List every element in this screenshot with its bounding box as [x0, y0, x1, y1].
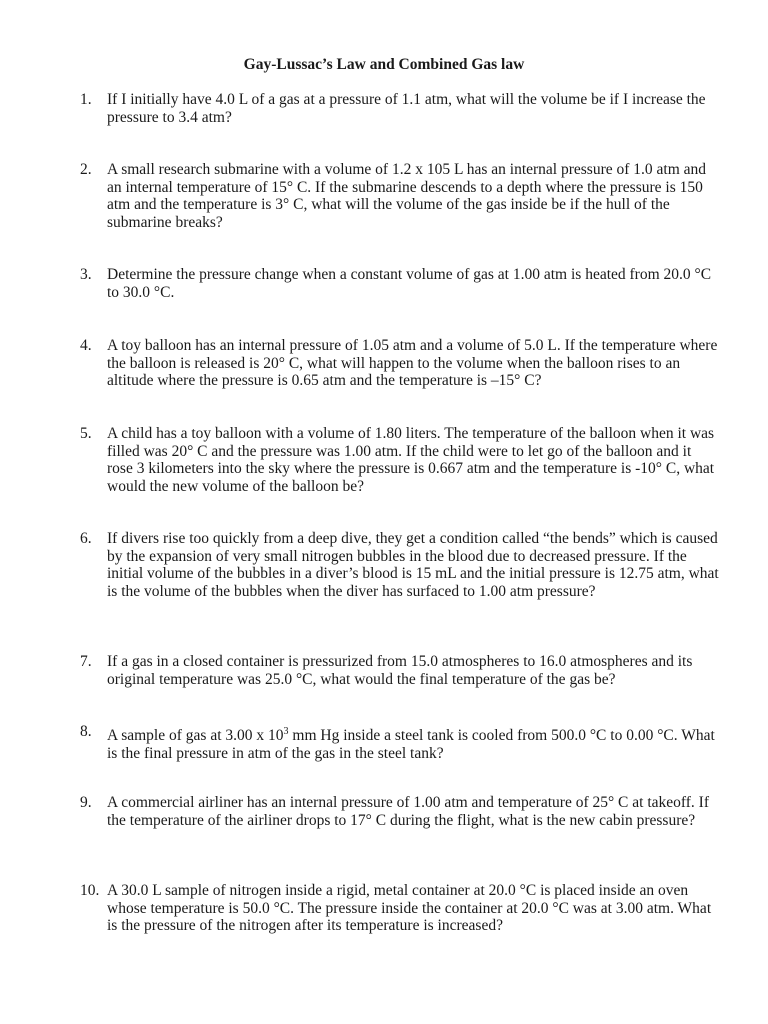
question-number: 4. — [80, 337, 92, 354]
question-text: If a gas in a closed container is pressurized from 15.0 atmospheres to 16.0 atmospheres and its original temperature was 25.0 °C, what would the final temperature of the gas be? — [107, 653, 693, 688]
question-number: 1. — [80, 91, 92, 108]
question-6 — [80, 530, 720, 600]
question-number: 9. — [80, 794, 92, 811]
worksheet-title: Gay-Lussac’s Law and Combined Gas law — [243, 56, 525, 73]
question-text: A child has a toy balloon with a volume of 1.80 liters. The temperature of the balloon when it was filled was 20° C and the pressure was 1.00 atm. If the child were to let go of the balloon and it rose 3 kilometers into the sky where the pressure is 0.667 atm and the temperature is -10° C, what would the new volume of the balloon be? — [107, 425, 715, 495]
question-number: 6. — [80, 530, 92, 547]
question-text — [107, 723, 720, 762]
question-9 — [80, 794, 720, 829]
question-number: 7. — [80, 653, 92, 670]
question-number: 3. — [80, 266, 92, 283]
question-number: 10. — [80, 882, 100, 899]
question-7 — [80, 653, 720, 688]
question-text-part: mm Hg inside a steel tank is cooled from 500.0 °C to 0.00 °C. What is the final pressure in atm of the gas in the steel tank? — [107, 727, 715, 762]
question-number: 2. — [80, 161, 92, 178]
question-text: A small research submarine with a volume of 1.2 x 105 L has an internal pressure of 1.0 atm and an internal temperature of 15° C. If the submarine descends to a depth where the pressure is 150 atm and the temperature is 3° C, what will the volume of the gas inside be if the hull of the submarine breaks? — [107, 161, 707, 231]
question-number: 8. — [80, 723, 92, 740]
question-text: If divers rise too quickly from a deep dive, they get a condition called “the bends” which is caused by the expansion of very small nitrogen bubbles in the blood due to decreased pressure. If the initial volume of the bubbles in a diver’s blood is 15 mL and the initial pressure is 12.75 atm, what is the volume of the bubbles when the diver has surfaced to 1.00 atm pressure? — [107, 530, 719, 600]
question-text: If I initially have 4.0 L of a gas at a pressure of 1.1 atm, what will the volume be if I increase the pressure to 3.4 atm? — [107, 91, 706, 126]
question-text-part: A sample of gas at 3.00 x 10 — [107, 727, 284, 745]
question-5 — [80, 425, 720, 495]
question-text: Determine the pressure change when a constant volume of gas at 1.00 atm is heated from 20.0 °C to 30.0 °C. — [107, 266, 712, 301]
question-8 — [80, 723, 720, 762]
question-text: A toy balloon has an internal pressure of 1.05 atm and a volume of 5.0 L. If the temperature where the balloon is released is 20° C, what will happen to the volume when the balloon rises to an altitude where the pressure is 0.65 atm and the temperature is –15° C? — [107, 337, 718, 390]
question-text: A commercial airliner has an internal pressure of 1.00 atm and temperature of 25° C at takeoff. If the temperature of the airliner drops to 17° C during the flight, what is the new cabin pressure? — [107, 794, 710, 829]
question-3 — [80, 266, 720, 301]
question-1 — [80, 91, 720, 126]
question-text: A 30.0 L sample of nitrogen inside a rigid, metal container at 20.0 °C is placed inside an oven whose temperature is 50.0 °C. The pressure inside the container at 20.0 °C was at 3.00 atm. What is the pressure of the nitrogen after its temperature is increased? — [107, 882, 712, 935]
question-number: 5. — [80, 425, 92, 442]
question-10 — [80, 882, 720, 935]
question-2 — [80, 161, 720, 231]
exponent: 3 — [283, 726, 289, 737]
question-4 — [80, 337, 720, 390]
